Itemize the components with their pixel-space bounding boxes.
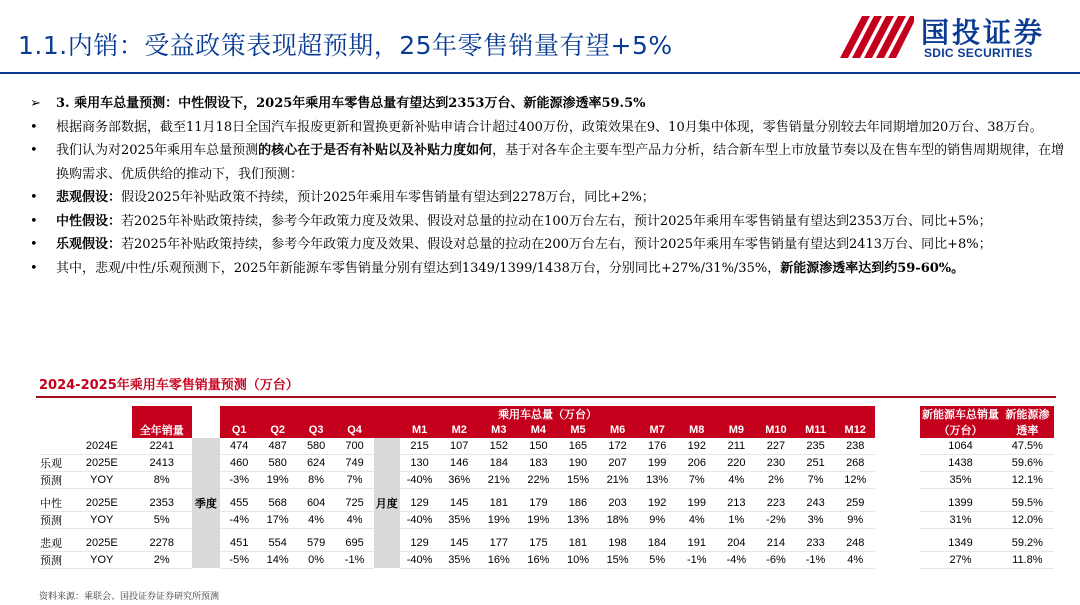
- bullet-marker: •: [30, 119, 38, 135]
- month-value: 183: [519, 454, 559, 471]
- bullet-text: 若2025年补贴政策持续，参考今年政策力度及效果、假设对总量的拉动在200万台左右，预计2025年乘用车零售销量有望达到2413万台、同比+8%；: [121, 237, 992, 252]
- header-month: M7: [637, 422, 677, 438]
- header-month: M9: [717, 422, 757, 438]
- source-note: 资料来源：乘联会、国投证券证券研究所预测: [39, 592, 220, 602]
- month-value: 172: [598, 438, 638, 454]
- table-row: [39, 438, 1054, 454]
- header-month: M1: [400, 422, 440, 438]
- penetration-value: 59.2%: [1001, 535, 1054, 552]
- bullet-text: 其中，悲观/中性/乐观预测下，2025年新能源车零售销量分别有望达到1349/1399/1438万台，分别同比+27%/31%/35%，: [56, 260, 781, 276]
- table-cell-text: 季度: [194, 498, 217, 510]
- month-value: 215: [400, 438, 440, 454]
- quarter-value: 749: [335, 454, 373, 471]
- month-value: 190: [558, 454, 598, 471]
- month-value: 19%: [479, 511, 519, 528]
- quarter-value: 695: [335, 535, 373, 552]
- column-spacer: [875, 551, 920, 568]
- month-value: 233: [796, 535, 836, 552]
- month-value: 9%: [637, 511, 677, 528]
- month-value: 152: [479, 438, 519, 454]
- month-value: 177: [479, 535, 519, 552]
- month-value: 203: [598, 495, 638, 512]
- month-value: 238: [835, 438, 875, 454]
- bullet-item: [30, 257, 1070, 281]
- month-value: 150: [519, 438, 559, 454]
- logo-stripes-icon: [836, 8, 914, 58]
- column-spacer: [875, 454, 920, 471]
- bullet-item: [30, 233, 1070, 257]
- month-value: 4%: [835, 551, 875, 568]
- quarter-value: 0%: [297, 551, 335, 568]
- penetration-value: 47.5%: [1001, 438, 1054, 454]
- quarter-value: 579: [297, 535, 335, 552]
- header-month: M4: [519, 422, 559, 438]
- month-value: 227: [756, 438, 796, 454]
- nev-value: 1399: [920, 495, 1000, 512]
- table-header-row: [39, 406, 1054, 422]
- month-value: 251: [796, 454, 836, 471]
- month-value: 5%: [637, 551, 677, 568]
- month-value: 21%: [479, 471, 519, 488]
- column-spacer: [875, 535, 920, 552]
- header-quarter: Q3: [297, 422, 335, 438]
- column-spacer: [875, 495, 920, 512]
- month-value: 1%: [717, 511, 757, 528]
- scenario-label: 中性: [39, 495, 72, 512]
- table-title: 2024-2025年乘用车零售销量预测（万台）: [39, 378, 299, 393]
- quarter-value: 700: [335, 438, 373, 454]
- month-value: 184: [637, 535, 677, 552]
- penetration-value: 59.6%: [1001, 454, 1054, 471]
- bullet-marker: •: [30, 190, 38, 205]
- bullet-text: 若2025年补贴政策持续，参考今年政策力度及效果、假设对总量的拉动在100万台左右，预计2025年乘用车零售销量有望达到2353万台、同比+5%；: [121, 213, 992, 229]
- column-spacer: [875, 438, 920, 454]
- quarter-value: 580: [258, 454, 296, 471]
- month-value: 220: [717, 454, 757, 471]
- month-value: 12%: [835, 471, 875, 488]
- month-value: 198: [598, 535, 638, 552]
- month-value: 16%: [519, 551, 559, 568]
- quarter-value: 8%: [297, 471, 335, 488]
- month-value: 15%: [558, 471, 598, 488]
- header-group: 乘用车总量（万台）: [220, 406, 875, 422]
- table-header-row: [39, 422, 1054, 438]
- quarter-value: 725: [335, 495, 373, 512]
- quarter-value: 4%: [335, 511, 373, 528]
- annual-total: 2353: [132, 495, 192, 512]
- bullet-text: 根据商务部数据，截至11月18日全国汽车报废更新和置换更新补贴申请合计超过400万份，政策效果在9、10月集中体现，零售销量分别较去年同期增加20万台、38万台。: [56, 119, 1043, 135]
- month-value: 7%: [677, 471, 717, 488]
- bullet-item: [30, 92, 1070, 116]
- bullet-marker: •: [30, 143, 38, 158]
- month-value: 19%: [519, 511, 559, 528]
- table-title-underline: [36, 396, 1056, 398]
- month-value: 107: [439, 438, 479, 454]
- quarter-value: -1%: [335, 551, 373, 568]
- header-spacer: [72, 422, 132, 438]
- annual-total: 8%: [132, 471, 192, 488]
- header-spacer: [875, 406, 920, 422]
- quarter-value: -5%: [220, 551, 258, 568]
- month-value: -40%: [400, 471, 440, 488]
- quarter-value: 568: [258, 495, 296, 512]
- header-spacer: [374, 422, 400, 438]
- month-value: 211: [717, 438, 757, 454]
- month-value: 4%: [677, 511, 717, 528]
- quarter-value: -4%: [220, 511, 258, 528]
- month-value: 9%: [835, 511, 875, 528]
- month-value: 192: [677, 438, 717, 454]
- header-total: 全年销量: [132, 406, 192, 438]
- table-row: [39, 454, 1054, 471]
- bullet-marker: •: [30, 237, 38, 252]
- nev-value: 1349: [920, 535, 1000, 552]
- quarter-value: 554: [258, 535, 296, 552]
- bullet-item: [30, 210, 1070, 234]
- month-value: 223: [756, 495, 796, 512]
- month-value: 176: [637, 438, 677, 454]
- table-row: [39, 551, 1054, 568]
- header-month: M5: [558, 422, 598, 438]
- header-spacer: [192, 406, 220, 422]
- annual-total: 2413: [132, 454, 192, 471]
- table-row: [39, 495, 1054, 512]
- month-section-label: [374, 438, 400, 568]
- quarter-value: 580: [297, 438, 335, 454]
- quarter-value: 7%: [335, 471, 373, 488]
- month-value: 10%: [558, 551, 598, 568]
- header-quarter: Q4: [335, 422, 373, 438]
- month-value: 2%: [756, 471, 796, 488]
- penetration-value: 12.1%: [1001, 471, 1054, 488]
- table-row: [39, 535, 1054, 552]
- bullet-marker: ➢: [30, 96, 41, 111]
- header-month: M10: [756, 422, 796, 438]
- month-value: 192: [637, 495, 677, 512]
- scenario-label: 悲观: [39, 535, 72, 552]
- month-value: -2%: [756, 511, 796, 528]
- month-value: 129: [400, 535, 440, 552]
- quarter-value: 17%: [258, 511, 296, 528]
- annual-total: 2278: [132, 535, 192, 552]
- quarter-value: -3%: [220, 471, 258, 488]
- quarter-section-label: [192, 438, 220, 568]
- month-value: 15%: [598, 551, 638, 568]
- page-title: 1.1.内销：受益政策表现超预期，25年零售销量有望+5%: [18, 31, 673, 60]
- scenario-label: 乐观: [39, 454, 72, 471]
- quarter-value: 19%: [258, 471, 296, 488]
- scenario-label: 预测: [39, 471, 72, 488]
- month-value: 35%: [439, 511, 479, 528]
- scenario-label: 预测: [39, 511, 72, 528]
- month-value: -1%: [677, 551, 717, 568]
- penetration-value: 59.5%: [1001, 495, 1054, 512]
- quarter-value: 455: [220, 495, 258, 512]
- month-value: 248: [835, 535, 875, 552]
- annual-total: 2241: [132, 438, 192, 454]
- bullet-text: 假设2025年补贴政策不持续，预计2025年乘用车零售销量有望达到2278万台，同比+2%；: [121, 190, 655, 205]
- table-row: [39, 471, 1054, 488]
- month-value: 4%: [717, 471, 757, 488]
- penetration-value: 12.0%: [1001, 511, 1054, 528]
- quarter-value: 460: [220, 454, 258, 471]
- bullet-bold-text: 乐观假设：: [56, 237, 122, 252]
- column-spacer: [875, 511, 920, 528]
- header-spacer: [875, 422, 920, 438]
- month-value: 21%: [598, 471, 638, 488]
- month-value: 181: [479, 495, 519, 512]
- month-value: 199: [637, 454, 677, 471]
- bullet-marker: •: [30, 213, 38, 229]
- header-spacer: [39, 422, 72, 438]
- month-value: 259: [835, 495, 875, 512]
- header-month: M2: [439, 422, 479, 438]
- bullet-text: 我们认为对2025年乘用车总量预测: [56, 143, 259, 158]
- quarter-value: 474: [220, 438, 258, 454]
- header-nev: 新能源车总销量（万台）: [920, 406, 1000, 438]
- bullet-marker: •: [30, 260, 38, 276]
- logo-text-cn: 国投证券: [921, 16, 1046, 49]
- month-value: 3%: [796, 511, 836, 528]
- quarter-value: 451: [220, 535, 258, 552]
- month-value: 179: [519, 495, 559, 512]
- bullet-item: [30, 116, 1070, 140]
- annual-total: 2%: [132, 551, 192, 568]
- header-divider: [0, 72, 1080, 74]
- month-value: -40%: [400, 551, 440, 568]
- month-value: 146: [439, 454, 479, 471]
- period-label: 2025E: [72, 535, 132, 552]
- table-row: [39, 511, 1054, 528]
- bullet-text: ，基于对各车企主要车型产品力分析，结合新车型上市放量节奏以及在售车型的销售周期规律，在增换购需求、优质供给的推动下，我们预测：: [56, 143, 1065, 182]
- period-label: YOY: [72, 511, 132, 528]
- month-value: 145: [439, 495, 479, 512]
- month-value: 7%: [796, 471, 836, 488]
- month-value: 35%: [439, 551, 479, 568]
- header-quarter: Q1: [220, 422, 258, 438]
- period-label: 2025E: [72, 454, 132, 471]
- month-value: 199: [677, 495, 717, 512]
- month-value: 235: [796, 438, 836, 454]
- month-value: -1%: [796, 551, 836, 568]
- month-value: 165: [558, 438, 598, 454]
- quarter-value: 604: [297, 495, 335, 512]
- month-value: 22%: [519, 471, 559, 488]
- header-spacer: [192, 422, 220, 438]
- month-value: 130: [400, 454, 440, 471]
- nev-value: 1438: [920, 454, 1000, 471]
- month-value: 213: [717, 495, 757, 512]
- month-value: 214: [756, 535, 796, 552]
- month-value: 184: [479, 454, 519, 471]
- month-value: 36%: [439, 471, 479, 488]
- bullet-list: [30, 92, 1070, 280]
- bullet-item: [30, 186, 1070, 210]
- scenario-label: 预测: [39, 551, 72, 568]
- month-value: 175: [519, 535, 559, 552]
- header-month: M6: [598, 422, 638, 438]
- annual-total: 5%: [132, 511, 192, 528]
- table-cell-text: 月度: [375, 498, 398, 510]
- scenario-label: [39, 438, 72, 454]
- nev-value: 35%: [920, 471, 1000, 488]
- month-value: 206: [677, 454, 717, 471]
- header-month: M12: [835, 422, 875, 438]
- month-value: 13%: [558, 511, 598, 528]
- forecast-table: [39, 406, 1054, 569]
- month-value: 129: [400, 495, 440, 512]
- month-value: 243: [796, 495, 836, 512]
- header-month: M11: [796, 422, 836, 438]
- nev-value: 31%: [920, 511, 1000, 528]
- month-value: 13%: [637, 471, 677, 488]
- header-spacer: [72, 406, 132, 422]
- nev-value: 1064: [920, 438, 1000, 454]
- header-penetration: 新能源渗透率: [1001, 406, 1054, 438]
- period-label: YOY: [72, 551, 132, 568]
- bullet-bold-text: 3. 乘用车总量预测：中性假设下，2025年乘用车零售总量有望达到2353万台、新能源渗透率59.5%: [56, 96, 646, 111]
- bullet-bold-text: 悲观假设：: [56, 190, 122, 205]
- quarter-value: 14%: [258, 551, 296, 568]
- header-month: M3: [479, 422, 519, 438]
- period-label: YOY: [72, 471, 132, 488]
- month-value: 191: [677, 535, 717, 552]
- month-value: 18%: [598, 511, 638, 528]
- month-value: -40%: [400, 511, 440, 528]
- month-value: -4%: [717, 551, 757, 568]
- month-value: 145: [439, 535, 479, 552]
- header-month: M8: [677, 422, 717, 438]
- quarter-value: 624: [297, 454, 335, 471]
- header-spacer: [39, 406, 72, 422]
- month-value: 204: [717, 535, 757, 552]
- header-quarter: Q2: [258, 422, 296, 438]
- quarter-value: 4%: [297, 511, 335, 528]
- month-value: 16%: [479, 551, 519, 568]
- column-spacer: [875, 471, 920, 488]
- bullet-item: [30, 139, 1070, 186]
- month-value: 181: [558, 535, 598, 552]
- month-value: 230: [756, 454, 796, 471]
- penetration-value: 11.8%: [1001, 551, 1054, 568]
- month-value: 268: [835, 454, 875, 471]
- bullet-bold-text: 的核心在于是否有补贴以及补贴力度如何: [258, 143, 493, 158]
- bullet-bold-text: 新能源渗透率达到约59-60%。: [780, 260, 965, 276]
- nev-value: 27%: [920, 551, 1000, 568]
- period-label: 2025E: [72, 495, 132, 512]
- period-label: 2024E: [72, 438, 132, 454]
- bullet-bold-text: 中性假设：: [56, 213, 122, 229]
- logo-text-en: SDIC SECURITIES: [924, 46, 1033, 60]
- month-value: -6%: [756, 551, 796, 568]
- quarter-value: 487: [258, 438, 296, 454]
- month-value: 186: [558, 495, 598, 512]
- month-value: 207: [598, 454, 638, 471]
